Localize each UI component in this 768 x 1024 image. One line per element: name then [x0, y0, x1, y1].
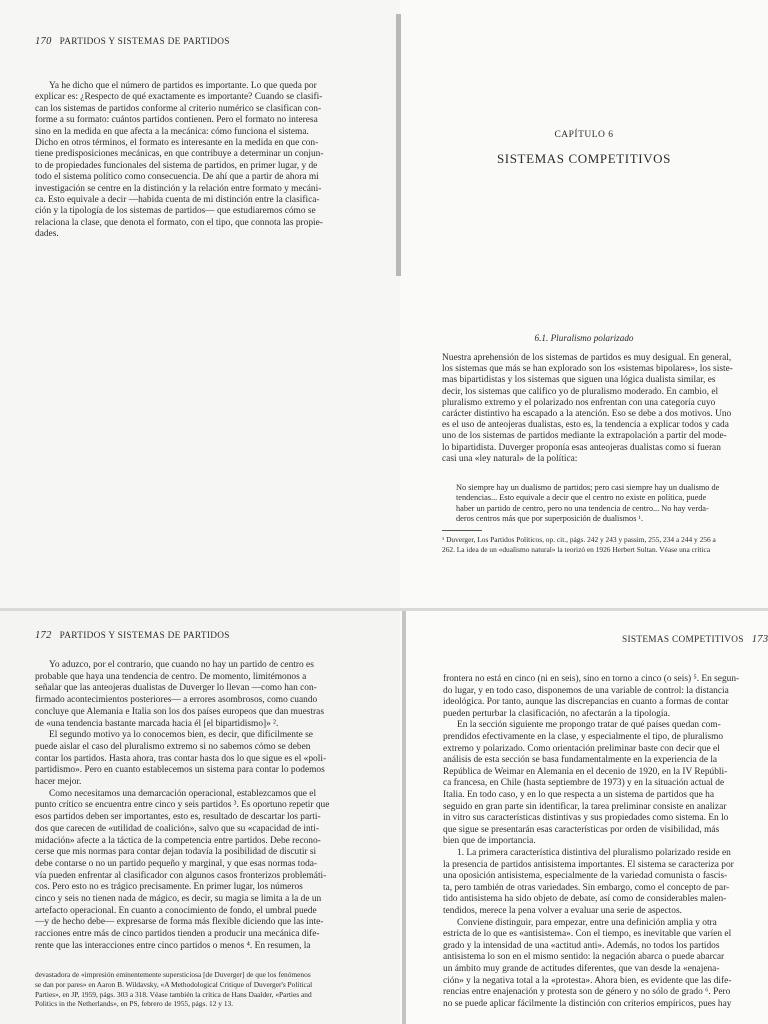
text-line: mas bipartidistas y los sistemas que siguen una lógica dualista similar, es: [442, 375, 716, 386]
text-line: tiene predisposiciones mecánicas, en que contribuye a determinar un conjun-: [35, 149, 324, 160]
text-line: ca. Esto equivale a decir —habida cuenta de mi distinción entre la clasifica-: [35, 195, 320, 205]
text-line: frontera no está en cinco (ni en seis), sino en torno a cinco (o seis) ⁵. En segun-: [443, 674, 740, 684]
chapter-label: CAPÍTULO 6: [554, 130, 614, 140]
text-line: cinco y seis no tienen nada de mágico, es decir, su magia se limita a la de un: [35, 894, 322, 904]
page-number: 172: [35, 630, 52, 641]
text-line: estricta de lo que es «antisistema». Con el tiempo, es inevitable que varíen el: [443, 929, 732, 940]
text-line: señalar que las anteojeras dualistas de Duverger lo llevan —como han con-: [35, 683, 317, 694]
section-title: 6.1. Pluralismo polarizado: [534, 333, 634, 343]
text-line: es el uso de anteojeras dualistas, esto es, la tendencia a explicar todos y cada: [442, 420, 729, 431]
text-line: carácter distintivo ha escapado a la atención. Eso se debe a dos motivos. Uno: [442, 409, 732, 419]
text-line: partidismo». Pero en cuanto establecemos un sistema para contar lo podemos: [35, 765, 325, 776]
text-line: relaciona la clase, que denota el formato, con el tipo, que connota las propie-: [35, 217, 323, 228]
book-gutter: [396, 14, 401, 276]
text-line: in vitro sus características distintivas y sus propiedades como sistema. En lo: [443, 813, 729, 824]
text-line: ca francesa, en Chile (hasta septiembre de 1973) y en la situación actual de: [443, 778, 725, 789]
text-line: punto crítico se encuentra entre cinco y seis partidos ³. Es oportuno repetir que: [35, 800, 330, 811]
text-line: can los sistemas de partidos conforme al criterio numérico se clasifican con-: [35, 103, 322, 114]
header-title: PARTIDOS Y SISTEMAS DE PARTIDOS: [59, 631, 230, 641]
text-line: vía pueden enfrentar al clasificador con algunos casos fronterizos problemáti-: [35, 870, 327, 881]
text-line: una oposición antisistema, especialmente de la variedad comunista o fascis-: [443, 871, 728, 882]
text-line: la presencia de partidos antisistema importantes. El sistema se caracteriza por: [443, 859, 734, 870]
text-line: dos que carecen de «utilidad de coalición», salvo que su «capacidad de inti-: [35, 823, 320, 834]
running-header: [35, 630, 230, 641]
header-title: SISTEMAS COMPETITIVOS: [622, 635, 744, 645]
text-line: forme a su formato: cuántos partidos contienen. Pero el formato no interesa: [35, 115, 318, 126]
text-line: 1. La primera característica distintiva del pluralismo polarizado reside en: [457, 848, 731, 858]
text-line: pueden perturbar la clasificación, no afectarán a la tipología.: [443, 708, 670, 719]
book-gutter: [402, 610, 406, 1024]
text-line: Conviene distinguir, para empezar, entre una definición amplia y otra: [457, 917, 717, 928]
page-171: [400, 0, 768, 610]
text-line: decir, los sistemas que califico yo de pluralismo moderado. En cambio, el: [442, 386, 719, 397]
text-line: ción y la tipología de los sistemas de partidos— que estudiaremos cómo se: [35, 206, 316, 217]
text-line: sino en la medida en que afecta a la mecánica: cómo funciona el sistema.: [35, 126, 309, 137]
text-line: seguido en gran parte sin identificar, la tarea preliminar consiste en analizar: [443, 801, 727, 812]
text-line: Nuestra aprehensión de los sistemas de partidos es muy desigual. En general,: [442, 353, 732, 363]
text-line: que sigue se presentarán esas características por orden de visibilidad, más: [443, 824, 720, 835]
text-line: todo el sistema político como consecuencia. De ahí que a partir de ahora mi: [35, 172, 319, 183]
text-line: to de propiedades funcionales del sistema de partidos, en primer lugar, y de: [35, 160, 318, 171]
page-number: 170: [35, 36, 52, 47]
text-line: Yo aduzco, por el contrario, que cuando no hay un partido de centro es: [49, 660, 314, 670]
text-line: firmado acontecimientos posteriores— a errores asombrosos, como cuando: [35, 695, 318, 706]
quote-line: deros centros más que por superposición de dualismos ¹.: [456, 514, 644, 524]
text-line: probable que haya una tendencia de centro. De momento, limitémonos a: [35, 671, 307, 682]
text-line: uno de los sistemas de partidos mediante la extrapolación a partir del mode-: [442, 431, 727, 442]
text-line: —y de hecho debe— expresarse de forma más flexible diciendo que las inte-: [35, 917, 324, 928]
text-line: artefacto operacional. En cuanto a conocimiento de fondo, el umbral puede: [35, 905, 317, 916]
quote-line: haber un partido de centro, pero no una tendencia de centro... No hay verda-: [456, 503, 709, 513]
text-line: Como necesitamos una demarcación operacional, establezcamos que el: [49, 788, 317, 799]
footnote-rule: [442, 530, 482, 531]
footnote-line: devastadora de «impresión eminentemente supersticiosa [de Duverger] de que los fenómenos: [35, 970, 311, 979]
chapter-title: SISTEMAS COMPETITIVOS: [496, 151, 672, 166]
page-172: [0, 610, 400, 1024]
text-line: El segundo motivo ya lo conocemos bien, es decir, que difícilmente se: [49, 730, 313, 741]
page-number: 173: [751, 634, 768, 645]
text-line: puede aislar el caso del pluralismo extremo si no sabemos cómo se deben: [35, 741, 311, 752]
text-line: cos. Pero esto no es trágico precisamente. En primer lugar, los números: [35, 882, 303, 893]
footnote-line: se dan por pares» en Aaron B. Wildavsky, «A Methodological Critique of Duverger's Political: [35, 979, 313, 989]
text-line: extremo y polarizado. Como orientación preliminar baste con decir que el: [443, 743, 720, 754]
text-line: esos partidos deben ser importantes, esto es, resultado de descartar los parti-: [35, 812, 321, 823]
text-line: dades.: [35, 229, 59, 240]
footnote-line: Parties», en JP, 1959, págs. 303 a 318. Véase también la crítica de Hans Daalder, «Parties and: [35, 989, 312, 999]
text-line: cerse que mis normas para contar dejan todavía la posibilidad de discutir si: [35, 847, 317, 858]
footnote-line: Politics in the Netherlands», en PS, febrero de 1955, págs. 12 y 13.: [35, 999, 234, 1009]
text-line: do lugar, y en todo caso, disponemos de una variable de control: la distancia: [443, 685, 729, 696]
text-line: hacer mejor.: [35, 777, 82, 787]
text-line: midación» afecte a la táctica de la competencia entre partidos. Debe recono-: [35, 835, 321, 846]
text-line: análisis de esta sección se basa fundamentalmente en la experiencia de la: [443, 755, 718, 766]
text-line: los sistemas que más se han explorado son los «sistemas bipolares», los siste-: [442, 364, 733, 375]
text-line: racciones entre más de cinco partidos tienden a producir una mecánica dife-: [35, 929, 320, 940]
text-line: rente que las interacciones entre cinco partidos o menos ⁴. En resumen, la: [35, 940, 311, 951]
text-line: no se puede aplicar fácilmente la distinción con criterios empíricos, pues hay: [443, 998, 732, 1009]
text-line: debe contarse o no un partido pequeño y marginal, y que esas normas toda-: [35, 858, 318, 869]
text-line: contar los partidos. Hasta ahora, tras contar hasta dos lo que sigue es el «poli-: [35, 753, 327, 764]
text-line: República de Weimar en Alemania en el decenio de 1920, en la IV Repúbli-: [443, 766, 728, 777]
text-line: Dicho en otros términos, el formato es interesante en la medida en que con-: [35, 138, 319, 148]
text-line: grado y la intensidad de una «actitud anti». Además, no todos los partidos: [443, 940, 720, 951]
text-line: ta, pero también de otras variedades. Sin embargo, como el concepto de par-: [443, 882, 730, 893]
text-line: ideológica. Por tanto, aunque las discrepancias en cuanto a formas de contar: [443, 697, 729, 708]
text-line: rencias entre enajenación y protesta son de género y no sólo de grado ⁶. Pero: [443, 987, 731, 998]
text-line: Ya he dicho que el número de partidos es importante. Lo que queda por: [49, 81, 317, 91]
quote-line: No siempre hay un dualismo de partidos; pero casi siempre hay un dualismo de: [456, 483, 720, 492]
text-line: En la sección siguiente me propongo tratar de qué países quedan com-: [457, 720, 721, 731]
header-title: PARTIDOS Y SISTEMAS DE PARTIDOS: [59, 37, 230, 47]
text-line: de «una tendencia bastante marcada hacia él [el bipartidismo]» ².: [35, 718, 279, 729]
text-line: concluye que Alemania e Italia son los dos países europeos que dan muestras: [35, 706, 324, 717]
text-line: ción» y la negativa total a la «protesta». Ahora bien, es evidente que las dife-: [443, 975, 732, 986]
text-line: bien que de importancia.: [443, 836, 536, 847]
text-line: pluralismo extremo y el polarizado nos enfrentan con una categoría cuyo: [442, 397, 716, 408]
text-line: un ámbito muy grande de actitudes diferentes, que van desde la «enajena-: [443, 964, 720, 974]
text-line: tendidos, merece la pena volver a evaluar una serie de aspectos.: [443, 906, 682, 916]
text-line: Italia. En todo caso, y en lo que respecta a un sistema de partidos que ha: [443, 790, 715, 800]
text-line: casi una «ley natural» de la política:: [442, 453, 578, 464]
scan-separator: [0, 608, 768, 611]
text-line: investigación se centre en la distinción y la relación entre formato y mecáni-: [35, 183, 322, 194]
footnote-line: ¹ Duverger, Los Partidos Políticos, op. cit., págs. 242 y 243 y passim, 255, 234 a 244 y 256 a: [442, 535, 716, 544]
text-line: explicar es: ¿Respecto de qué exactamente es importante? Cuando se clasifi-: [35, 92, 323, 103]
text-line: prendidos efectivamente en la clase, y especialmente el tipo, de pluralismo: [443, 732, 724, 742]
text-line: antisistema lo son en el mismo sentido: la negación abarca o puede abarcar: [443, 952, 725, 963]
page-173: [400, 610, 768, 1024]
text-line: tido antisistema ha sido objeto de debate, así como de considerables malen-: [443, 894, 727, 905]
page-170: [0, 0, 400, 610]
quote-line: tendencias... Esto equivale a decir que el centro no existe en política, puede: [456, 493, 707, 503]
footnote-line: 262. La idea de un «dualismo natural» la teorizó en 1926 Herbert Sultan. Véase una crítica: [442, 544, 711, 554]
running-header: [35, 36, 230, 47]
running-header: [622, 634, 768, 645]
text-line: lo bipartidista. Duverger proponía esas anteojeras dualistas como si fueran: [442, 442, 721, 453]
